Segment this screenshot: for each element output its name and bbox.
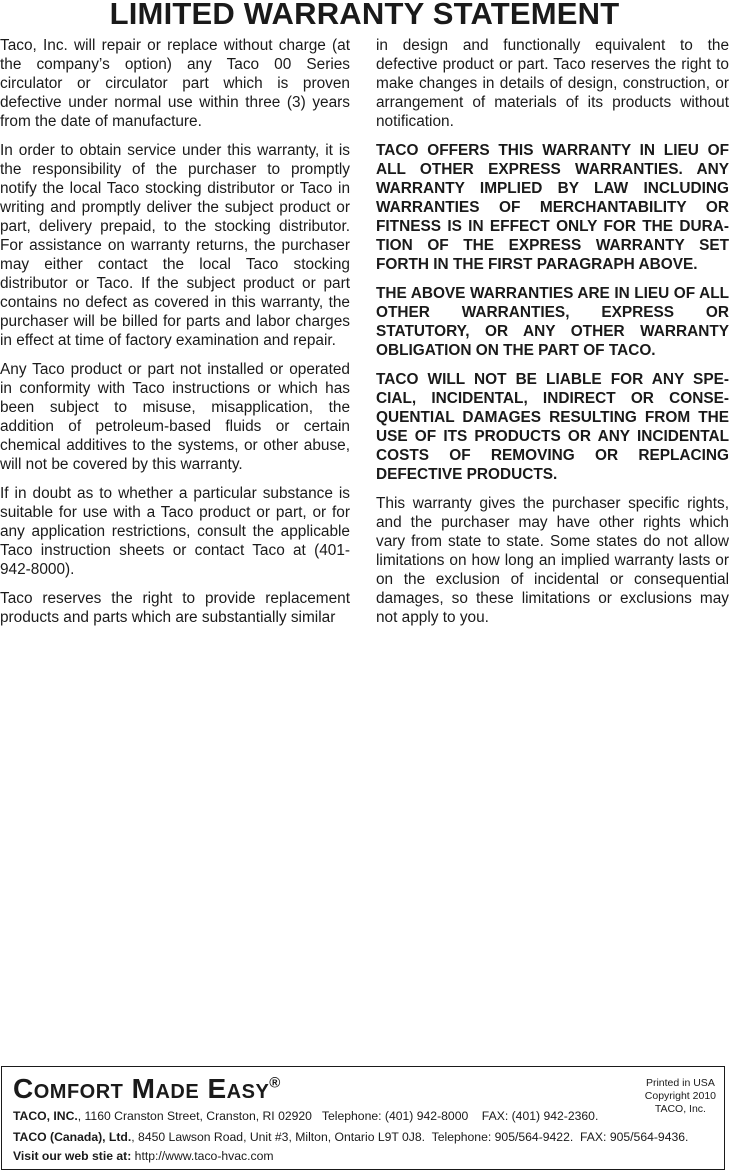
copyright-owner: TACO, Inc. — [654, 1103, 706, 1115]
copyright: Copyright 2010 — [644, 1090, 716, 1102]
website-line — [13, 1149, 274, 1163]
footer-box — [1, 1066, 725, 1170]
service-procedure-paragraph: In order to obtain service under this warranty, it is the responsibility of the purchaser to promptly notify the local Taco stocking distributor or Taco in writing and promptly deliver the subject product or part, delivery prepaid, to the stocking distributor. For assistance on warranty returns, the purchaser may either contact the local Taco stocking distributor or Taco. If the subject product or part contains no defect as covered in this warranty, the purchaser will be billed for parts and labor charges in effect at time of factory examination and repair. — [0, 142, 350, 349]
replacement-continuation-paragraph: in design and functionally equivalent to the defective product or part. Taco reserves the right to make changes in details of design, construction, or arrangement of materials of its products without notification. — [376, 37, 729, 130]
left-column — [0, 36, 350, 637]
state-rights-paragraph: This warranty gives the purchaser specific rights, and the purchaser may have other rights which vary from state to state. Some states do not allow limitations on how long an implied warranty lasts or on the exclusion of incidental or consequential damages, so these limitations or exclusions may not apply to you. — [376, 495, 729, 626]
consultation-paragraph: If in doubt as to whether a particular substance is suitable for use with a Taco product or part, or for any application restrictions, consult the applicable Taco instruction sheets or contact Taco at (401-942-8000). — [0, 485, 350, 578]
warranty-coverage-paragraph: Taco, Inc. will repair or replace without charge (at the company’s option) any Taco 00 Series circulator or circulator part which is proven defective under normal use within three (3) years from the date of manufacture. — [0, 37, 350, 130]
taco-inc-details: , 1160 Cranston Street, Cranston, RI 02920 Telephone: (401) 942-8000 FAX: (401) 942-2360. — [77, 1109, 599, 1123]
taco-inc-address — [13, 1109, 598, 1123]
registered-mark: ® — [269, 1074, 281, 1092]
brand-tagline — [13, 1073, 281, 1105]
express-warranty-disclaimer: TACO OFFERS THIS WARRANTY IN LIEU OF ALL OTHER EXPRESS WARRANTIES. ANY WARRANTY IMPLIED BY LAW INCLUDING WARRANTIES OF MERCHANTABILITY OR FITNESS IS IN EFFECT ONLY FOR THE DURATION OF THE EXPRESS WARRANTY SET FORTH IN THE FIRST PARAGRAPH ABOVE. — [376, 142, 729, 273]
taco-canada-details: , 8450 Lawson Road, Unit #3, Milton, Ontario L9T 0J8. Telephone: 905/564-9422. FAX: 905/564-9436. — [131, 1130, 689, 1144]
liability-limitation: TACO WILL NOT BE LIABLE FOR ANY SPECIAL, INCIDENTAL, INDIRECT OR CONSEQUENTIAL DAMAGES RESULTING FROM THE USE OF ITS PRODUCTS OR ANY INCIDENTAL COSTS OF REMOVING OR REPLACING DEFECTIVE PRODUCTS. — [376, 371, 729, 483]
print-info — [645, 1077, 716, 1116]
website-link[interactable]: http://www.taco-hvac.com — [131, 1149, 274, 1163]
exclusions-paragraph: Any Taco product or part not installed or operated in conformity with Taco instructions or which has been subject to misuse, misapplication, the addition of petroleum-based fluids or certain chemical additives to the systems, or other abuse, will not be covered by this warranty. — [0, 361, 350, 473]
taco-inc-label: TACO, INC. — [13, 1109, 78, 1123]
page-title: LIMITED WARRANTY STATEMENT — [109, 0, 620, 31]
other-warranties-disclaimer: THE ABOVE WARRANTIES ARE IN LIEU OF ALL OTHER WARRANTIES, EXPRESS OR STATUTORY, OR ANY OTHER WARRANTY OBLIGATION ON THE PART OF TACO. — [376, 285, 729, 359]
taco-canada-label: TACO (Canada), Ltd. — [13, 1130, 132, 1144]
brand-text: Comfort Made Easy — [13, 1073, 270, 1104]
replacement-paragraph: Taco reserves the right to provide replacement products and parts which are substantially similar — [0, 590, 350, 626]
right-column — [376, 36, 729, 637]
printed-in: Printed in USA — [645, 1077, 715, 1089]
taco-canada-address — [13, 1130, 688, 1144]
website-label: Visit our web stie at: — [13, 1149, 132, 1163]
